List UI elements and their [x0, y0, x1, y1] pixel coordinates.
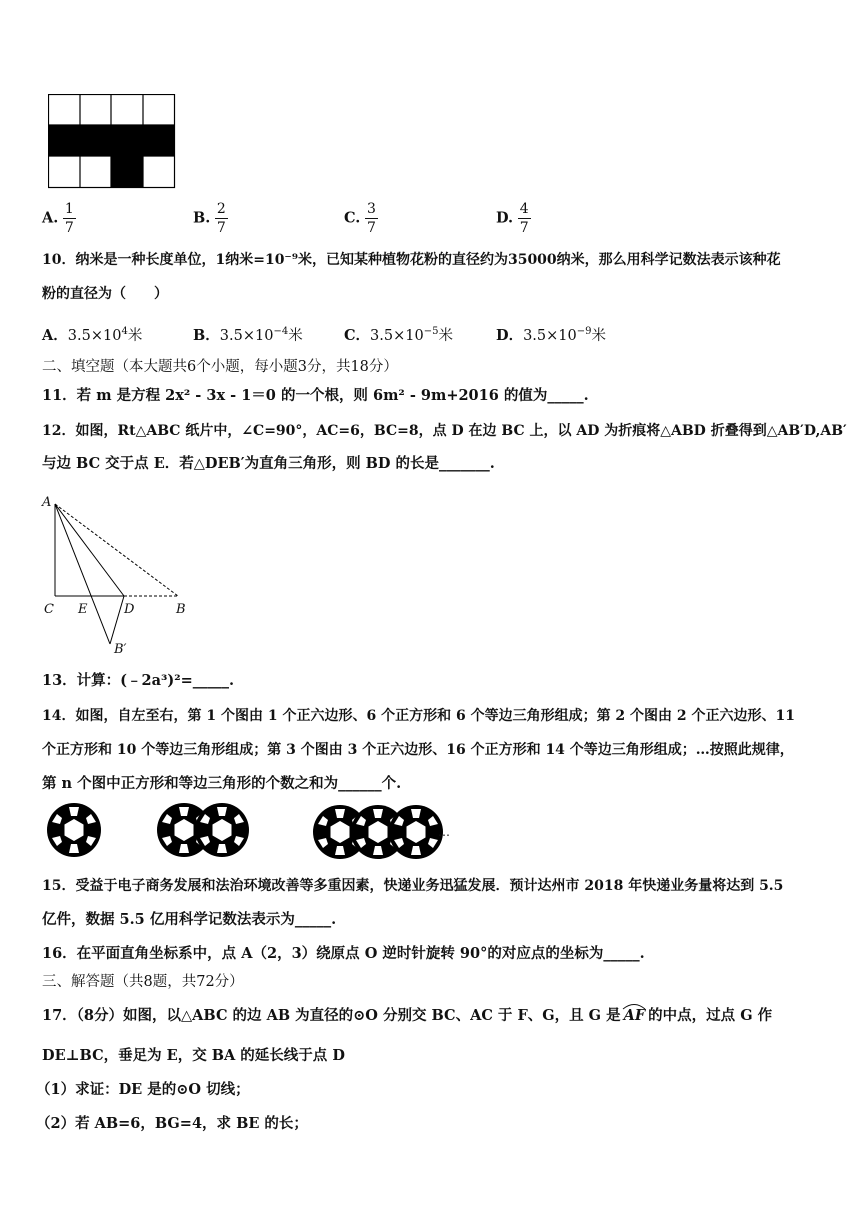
q12-line2: 与边 BC 交于点 E．若△DEB′为直角三角形，则 BD 的长是_______.	[42, 455, 495, 472]
grid-figure	[48, 94, 176, 189]
fraction: $\frac{2}{7}$	[216, 201, 226, 236]
q13: 13．计算：(﹣2a³)²=_____.	[42, 672, 235, 689]
label-d: D	[124, 602, 135, 617]
label-e: E	[78, 602, 88, 617]
label-b-prime: B′	[114, 642, 127, 657]
fraction: $\frac{4}{7}$	[519, 201, 529, 236]
label-b: B	[176, 602, 186, 617]
q10-option-c: C．$3.5\times 10^{-5}$米	[344, 326, 453, 344]
hexagon-pattern-figure	[42, 800, 462, 862]
q17-part2: （2）若 AB=6，BG=4，求 BE 的长；	[36, 1115, 308, 1132]
triangle-fold-figure	[38, 492, 198, 657]
q10-option-a: A．$3.5\times 10^4$米	[42, 326, 143, 344]
fraction: $\frac{3}{7}$	[366, 201, 376, 236]
q16: 16．在平面直角坐标系中，点 A（2，3）绕原点 O 逆时针旋转 90°的对应点的坐标为_____.	[42, 945, 645, 962]
q15-line1: 15．受益于电子商务发展和法治环境改善等多重因素，快递业务迅猛发展．预计达州市 2018 年快递业务量将达到 5.5	[42, 878, 784, 894]
q14-line3: 第 n 个图中正方形和等边三角形的个数之和为______个.	[42, 775, 402, 792]
pattern-ellipsis: …	[438, 825, 450, 839]
q9-option-b: B. $\frac{2}{7}$	[193, 201, 226, 236]
q9-option-c: C. $\frac{3}{7}$	[344, 201, 376, 236]
label-a: A	[42, 495, 52, 510]
q17-line1: 17．（8分）如图，以△ABC 的边 AB 为直径的⊙O 分别交 BC、AC 于 F、G，且 G 是 AF 的中点，过点 G 作	[42, 1006, 772, 1026]
q15-line2: 亿件，数据 5.5 亿用科学记数法表示为_____.	[42, 911, 337, 928]
section-heading-solutions: 三、解答题（共8题，共72分）	[42, 974, 244, 990]
q10-line2: 粉的直径为（ ）	[42, 286, 168, 302]
fraction: $\frac{1}{7}$	[64, 201, 74, 236]
arc-af: AF	[621, 1006, 649, 1026]
q9-option-a: A. $\frac{1}{7}$	[42, 201, 74, 236]
q10-option-d: D．$3.5\times 10^{-9}$米	[496, 326, 606, 344]
q9-option-d: D. $\frac{4}{7}$	[496, 201, 529, 236]
q12-line1: 12．如图，Rt△ABC 纸片中，∠C=90°，AC=6，BC=8，点 D 在边 BC 上，以 AD 为折痕将△ABD 折叠得到△AB′D,AB′	[42, 423, 847, 439]
section-heading-fill-in: 二、填空题（本大题共6个小题，每小题3分，共18分）	[42, 359, 398, 375]
q11: 11．若 m 是方程 2x² - 3x - 1＝0 的一个根，则 6m² - 9m+2016 的值为_____.	[42, 387, 589, 404]
label-c: C	[44, 602, 54, 617]
q10-line1: 10．纳米是一种长度单位，1纳米=10⁻⁹米，已知某种植物花粉的直径约为35000纳米，那么用科学记数法表示该种花	[42, 252, 781, 268]
q14-line1: 14．如图，自左至右，第 1 个图由 1 个正六边形、6 个正方形和 6 个等边三角形组成；第 2 个图由 2 个正六边形、11	[42, 708, 796, 724]
q14-line2: 个正方形和 10 个等边三角形组成；第 3 个图由 3 个正六边形、16 个正方形和 14 个等边三角形组成；…按照此规律，	[42, 742, 794, 758]
q10-option-b: B．$3.5\times 10^{-4}$米	[193, 326, 303, 344]
q17-part1: （1）求证：DE 是的⊙O 切线；	[36, 1081, 250, 1098]
q17-line2: DE⊥BC，垂足为 E，交 BA 的延长线于点 D	[42, 1047, 345, 1064]
